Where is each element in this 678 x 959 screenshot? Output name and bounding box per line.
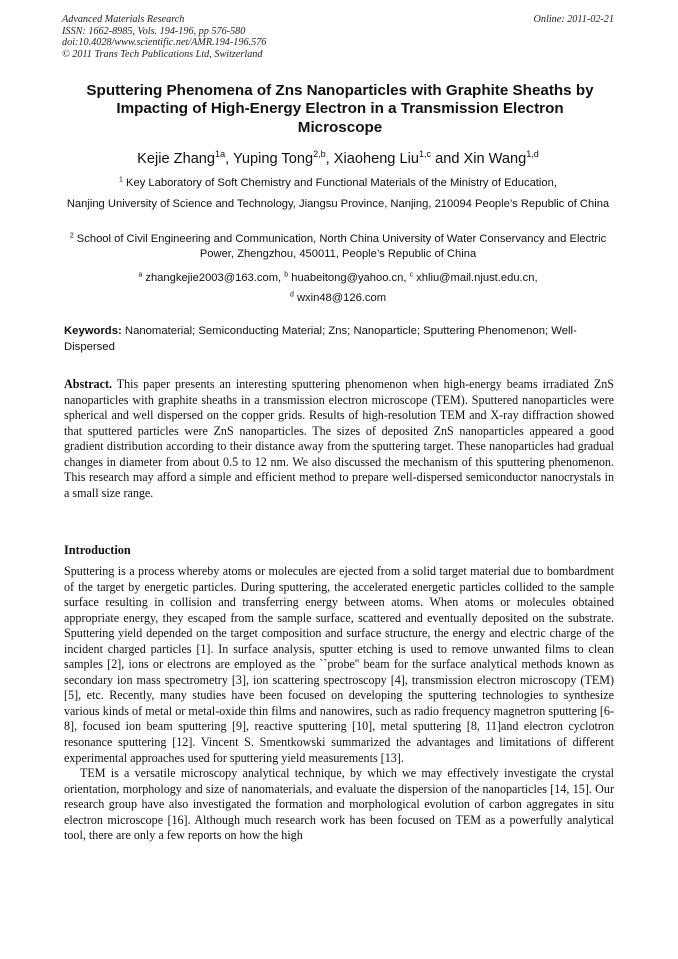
author-name: Yuping Tong [232, 151, 314, 167]
affiliation-text: School of Civil Engineering and Communication, North China University of Water Conservancy and Electric Power, Zhengzhou, 450011, People’s Republic of China [76, 233, 607, 261]
introduction-body [64, 564, 614, 844]
paragraph: Sputtering is a process whereby atoms or molecules are ejected from a solid target material due to bombardment of the target by energetic particles. During sputtering, the accelerated energetic particles collided to the sample surface resulting in collision and transferring energy between atoms. When atoms or molecules obtained appropriate energy, they escaped from the sample surface, scattered and eventually deposited on the substrate. Sputtering yield depended on the target composition and surface structure, the energy and electric charge of the incident charged particles [1]. In surface analysis, sputter etching is used to remove unwanted films to clean samples [2], ions or electrons are employed as the ``probe'' beam for the surface analytical methods known as secondary ion mass spectrometry [3], ion scattering spectroscopy [4], transmission electron microscopy (TEM) [5], etc. Recently, many studies have been focused on developing the sputtering technologies to synthesize various kinds of metal or metal-oxide thin films and nanowires, such as radio frequency magnetron sputtering [6-8], focused ion beam sputtering [9], reactive sputtering [10], metal sputtering [8, 11]and electron cyclotron resonance sputtering [12]. Vincent S. Smentkowski summarized the advantages and limitations of different experimental approaches used for sputtering yield measurements [13]. [64, 564, 614, 765]
author-list [62, 150, 614, 168]
affiliation-mark: 1 [119, 176, 123, 184]
paper-title: Sputtering Phenomena of Zns Nanoparticles with Graphite Sheaths by Impacting of High-Energy Electron in a Transmission Electron Microscope [86, 82, 594, 136]
keywords-label: Keywords: [64, 325, 122, 337]
author-affiliation-mark: 1,c [418, 149, 432, 160]
journal-doi: doi:10.4028/www.scientific.net/AMR.194-196.576 [62, 37, 267, 49]
author-affiliation-mark: 1a [215, 149, 226, 160]
email-address: wxin48@126.com [296, 292, 387, 304]
author-affiliation-mark: 2,b [313, 149, 326, 160]
keywords [64, 324, 616, 355]
author-separator: , [225, 151, 233, 167]
affiliation-text: Key Laboratory of Soft Chemistry and Functional Materials of the Ministry of Education, [126, 177, 557, 189]
email-address: zhangkejie2003@163.com, [145, 272, 285, 284]
author-separator: and [431, 151, 464, 167]
email-address: huabeitong@yahoo.cn, [291, 272, 410, 284]
online-date: Online: 2011-02-21 [533, 14, 614, 25]
abstract-label: Abstract. [64, 377, 113, 391]
email-address: xhliu@mail.njust.edu.cn, [416, 272, 538, 284]
affiliation-text-continued: Nanjing University of Science and Technology, Jiangsu Province, Nanjing, 210094 People’s Republic of China [66, 198, 610, 211]
abstract [64, 377, 614, 501]
journal-issn: ISSN: 1662-8985, Vols. 194-196, pp 576-580 [62, 25, 246, 37]
affiliation-2 [62, 232, 614, 263]
journal-header [62, 14, 614, 60]
author-separator: , [325, 151, 334, 167]
email-mark: d [289, 291, 294, 299]
author-affiliation-mark: 1,d [526, 149, 539, 160]
section-heading: Introduction [64, 543, 131, 557]
journal-name: Advanced Materials Research [62, 14, 185, 25]
email-mark: c [409, 271, 414, 279]
email-mark: b [284, 271, 289, 279]
paragraph: TEM is a versatile microscopy analytical technique, by which we may effectively investigate the crystal orientation, morphology and size of nanomaterials, and evaluate the dispersion of the nanoparticles [14, 15]. Our research group have also investigated the formation and morphological evolution of carbon aggregates in situ electron microscope [16]. Although much research work has been focused on TEM as a powerfully analytical tool, there are only a few reports on how the high [64, 766, 614, 843]
keywords-text: Nanomaterial; Semiconducting Material; Zns; Nanoparticle; Sputtering Phenomenon; Well-Dispersed [64, 325, 577, 353]
author-name: Xin Wang [463, 151, 527, 167]
journal-copyright: © 2011 Trans Tech Publications Ltd, Switzerland [62, 48, 263, 60]
author-name: Kejie Zhang [137, 151, 216, 167]
affiliation-1 [62, 176, 614, 213]
abstract-text: This paper presents an interesting sputtering phenomenon when high-energy beams irradiated ZnS nanoparticles with graphite sheaths in a transmission electron microscope (TEM). Sputtered nanoparticles were spherical and well dispersed on the copper grids. Results of high-resolution TEM and X-ray diffraction showed that sputtered particles were ZnS nanoparticles. The sizes of deposited ZnS nanoparticles appeared a good gradient distribution according to their distance away from the sputtering target. These nanoparticles had gradual changes in diameter from about 0.5 to 12 nm. We also discussed the mechanism of this sputtering phenomenon. This research may afford a simple and efficient method to prepare well-dispersed semiconductor nanocrystals in a small size range. [64, 377, 614, 500]
email-mark: a [138, 271, 143, 279]
author-emails [62, 268, 614, 308]
affiliation-mark: 2 [69, 232, 74, 240]
author-name: Xiaoheng Liu [333, 151, 419, 167]
